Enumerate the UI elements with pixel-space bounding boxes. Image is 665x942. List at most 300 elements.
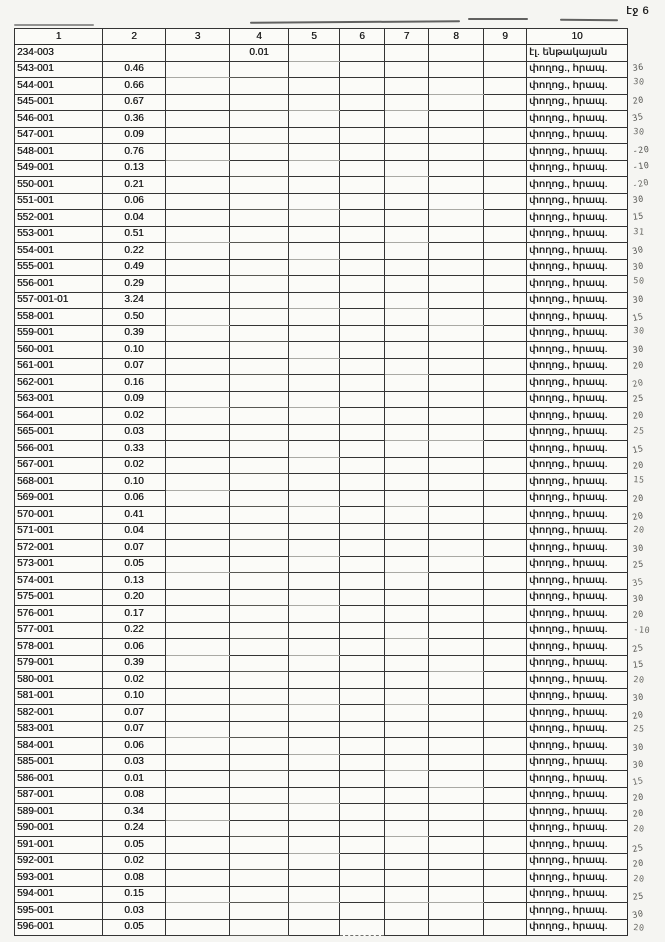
margin-mark: -10	[632, 624, 651, 636]
parcel-code-cell: 572-001	[15, 540, 103, 557]
land-use-cell: փողոց., հրապ.	[527, 622, 628, 639]
col8-cell	[429, 45, 484, 62]
col8-cell	[429, 870, 484, 887]
col3-cell	[166, 193, 230, 210]
land-use-cell: փողոց., հրապ.	[527, 276, 628, 293]
col5-cell	[289, 78, 340, 95]
col3-cell	[166, 688, 230, 705]
land-use-cell: փողոց., հրապ.	[527, 309, 628, 326]
col7-cell	[385, 754, 429, 771]
col3-cell	[166, 853, 230, 870]
area-col4-cell	[230, 408, 289, 425]
area-col4-cell	[230, 78, 289, 95]
area-col4-cell	[230, 672, 289, 689]
col5-cell	[289, 325, 340, 342]
col9-cell	[484, 705, 527, 722]
area-col4-cell	[230, 342, 289, 359]
table-row	[15, 738, 628, 755]
col6-cell	[340, 375, 385, 392]
margin-mark: 25	[631, 643, 645, 656]
col5-cell	[289, 45, 340, 62]
col5-cell	[289, 408, 340, 425]
col9-cell	[484, 210, 527, 227]
table-row	[15, 111, 628, 128]
col5-cell	[289, 342, 340, 359]
col6-cell	[340, 457, 385, 474]
col9-cell	[484, 292, 527, 309]
land-use-cell: փողոց., հրապ.	[527, 589, 628, 606]
col6-cell	[340, 853, 385, 870]
margin-mark: 35	[631, 112, 645, 125]
land-use-cell: էլ. ենթակայան	[527, 45, 628, 62]
col8-cell	[429, 424, 484, 441]
table-row	[15, 655, 628, 672]
col7-cell	[385, 787, 429, 804]
col5-cell	[289, 226, 340, 243]
col7-cell	[385, 804, 429, 821]
col5-cell	[289, 540, 340, 557]
col9-cell	[484, 177, 527, 194]
area-col4-cell	[230, 441, 289, 458]
col6-cell	[340, 688, 385, 705]
table-row	[15, 507, 628, 524]
land-use-cell: փողոց., հրապ.	[527, 919, 628, 936]
col5-cell	[289, 771, 340, 788]
col6-cell	[340, 127, 385, 144]
parcel-code-cell: 593-001	[15, 870, 103, 887]
parcel-code-cell: 571-001	[15, 523, 103, 540]
margin-mark: 20	[632, 493, 645, 505]
col9-cell	[484, 259, 527, 276]
parcel-code-cell: 554-001	[15, 243, 103, 260]
col7-cell	[385, 738, 429, 755]
column-header: 2	[103, 29, 166, 45]
col8-cell	[429, 589, 484, 606]
col6-cell	[340, 490, 385, 507]
parcel-code-cell: 586-001	[15, 771, 103, 788]
col6-cell	[340, 589, 385, 606]
col6-cell	[340, 193, 385, 210]
land-use-cell: փողոց., հրապ.	[527, 705, 628, 722]
parcel-code-cell: 559-001	[15, 325, 103, 342]
land-use-cell: փողոց., հրապ.	[527, 342, 628, 359]
margin-mark: 30	[632, 77, 645, 88]
land-use-cell: փողոց., հրապ.	[527, 754, 628, 771]
col7-cell	[385, 243, 429, 260]
col3-cell	[166, 375, 230, 392]
area-col4-cell	[230, 556, 289, 573]
col9-cell	[484, 523, 527, 540]
col5-cell	[289, 474, 340, 491]
col5-cell	[289, 606, 340, 623]
col6-cell	[340, 424, 385, 441]
col5-cell	[289, 441, 340, 458]
margin-mark: 20	[632, 858, 645, 870]
margin-mark: 20	[631, 510, 645, 523]
column-header: 7	[385, 29, 429, 45]
col7-cell	[385, 358, 429, 375]
area-col2-cell: 0.76	[103, 144, 166, 161]
col9-cell	[484, 276, 527, 293]
area-col2-cell: 0.24	[103, 820, 166, 837]
col5-cell	[289, 919, 340, 936]
land-use-cell: փողոց., հրապ.	[527, 391, 628, 408]
area-col4-cell	[230, 226, 289, 243]
area-col4-cell	[230, 490, 289, 507]
col5-cell	[289, 787, 340, 804]
col7-cell	[385, 672, 429, 689]
table-row	[15, 589, 628, 606]
col9-cell	[484, 342, 527, 359]
col9-cell	[484, 886, 527, 903]
col3-cell	[166, 127, 230, 144]
col8-cell	[429, 787, 484, 804]
col7-cell	[385, 474, 429, 491]
margin-mark: 30	[631, 245, 645, 258]
col3-cell	[166, 820, 230, 837]
col7-cell	[385, 721, 429, 738]
parcel-code-cell: 550-001	[15, 177, 103, 194]
parcel-code-cell: 596-001	[15, 919, 103, 936]
col8-cell	[429, 804, 484, 821]
col9-cell	[484, 688, 527, 705]
parcel-code-cell: 595-001	[15, 903, 103, 920]
parcel-code-cell: 590-001	[15, 820, 103, 837]
area-col4-cell	[230, 688, 289, 705]
col9-cell	[484, 804, 527, 821]
table-row	[15, 292, 628, 309]
col7-cell	[385, 309, 429, 326]
col8-cell	[429, 144, 484, 161]
col5-cell	[289, 622, 340, 639]
margin-mark: 35	[631, 576, 645, 590]
col8-cell	[429, 919, 484, 936]
col7-cell	[385, 111, 429, 128]
col6-cell	[340, 259, 385, 276]
parcel-code-cell: 234-003	[15, 45, 103, 62]
col6-cell	[340, 523, 385, 540]
col7-cell	[385, 375, 429, 392]
col7-cell	[385, 292, 429, 309]
area-col4-cell	[230, 705, 289, 722]
area-col2-cell: 3.24	[103, 292, 166, 309]
table-row	[15, 606, 628, 623]
col5-cell	[289, 573, 340, 590]
col3-cell	[166, 292, 230, 309]
col9-cell	[484, 441, 527, 458]
table-row	[15, 45, 628, 62]
margin-mark: -20	[632, 144, 651, 157]
col9-cell	[484, 424, 527, 441]
col3-cell	[166, 540, 230, 557]
col6-cell	[340, 573, 385, 590]
area-col4-cell	[230, 870, 289, 887]
land-use-cell: փողոց., հրապ.	[527, 688, 628, 705]
table-row	[15, 441, 628, 458]
area-col4-cell	[230, 721, 289, 738]
col7-cell	[385, 622, 429, 639]
area-col4-cell	[230, 111, 289, 128]
col8-cell	[429, 259, 484, 276]
area-col4-cell	[230, 474, 289, 491]
col7-cell	[385, 490, 429, 507]
col8-cell	[429, 342, 484, 359]
col6-cell	[340, 540, 385, 557]
col3-cell	[166, 507, 230, 524]
col8-cell	[429, 358, 484, 375]
area-col2-cell: 0.08	[103, 870, 166, 887]
col7-cell	[385, 655, 429, 672]
area-col2-cell: 0.10	[103, 342, 166, 359]
col5-cell	[289, 210, 340, 227]
col7-cell	[385, 391, 429, 408]
area-col4-cell	[230, 771, 289, 788]
area-col4-cell	[230, 210, 289, 227]
area-col2-cell: 0.05	[103, 919, 166, 936]
col8-cell	[429, 78, 484, 95]
col5-cell	[289, 177, 340, 194]
land-use-cell: փողոց., հրապ.	[527, 771, 628, 788]
land-use-cell: փողոց., հրապ.	[527, 507, 628, 524]
col3-cell	[166, 474, 230, 491]
land-use-cell: փողոց., հրապ.	[527, 424, 628, 441]
col8-cell	[429, 243, 484, 260]
col9-cell	[484, 837, 527, 854]
area-col4-cell	[230, 144, 289, 161]
col6-cell	[340, 639, 385, 656]
col5-cell	[289, 127, 340, 144]
area-col4-cell	[230, 787, 289, 804]
col8-cell	[429, 705, 484, 722]
land-use-cell: փողոց., հրապ.	[527, 408, 628, 425]
col9-cell	[484, 919, 527, 936]
table-row	[15, 259, 628, 276]
col5-cell	[289, 754, 340, 771]
col5-cell	[289, 556, 340, 573]
col9-cell	[484, 226, 527, 243]
land-use-cell: փողոց., հրապ.	[527, 94, 628, 111]
column-header: 10	[527, 29, 628, 45]
parcel-code-cell: 543-001	[15, 61, 103, 78]
col3-cell	[166, 243, 230, 260]
area-col2-cell: 0.16	[103, 375, 166, 392]
land-use-cell: փողոց., հրապ.	[527, 804, 628, 821]
parcel-code-cell: 553-001	[15, 226, 103, 243]
area-col4-cell	[230, 589, 289, 606]
parcel-code-cell: 568-001	[15, 474, 103, 491]
col5-cell	[289, 309, 340, 326]
col7-cell	[385, 523, 429, 540]
margin-mark: 31	[632, 226, 645, 238]
col9-cell	[484, 771, 527, 788]
parcel-code-cell: 563-001	[15, 391, 103, 408]
col9-cell	[484, 408, 527, 425]
land-use-cell: փողոց., հրապ.	[527, 490, 628, 507]
area-col4-cell	[230, 243, 289, 260]
table-row	[15, 210, 628, 227]
col6-cell	[340, 45, 385, 62]
col8-cell	[429, 160, 484, 177]
col6-cell	[340, 886, 385, 903]
table-row	[15, 804, 628, 821]
col8-cell	[429, 837, 484, 854]
col3-cell	[166, 342, 230, 359]
col9-cell	[484, 490, 527, 507]
col3-cell	[166, 457, 230, 474]
col7-cell	[385, 441, 429, 458]
col7-cell	[385, 226, 429, 243]
col3-cell	[166, 391, 230, 408]
col8-cell	[429, 622, 484, 639]
area-col4-cell	[230, 375, 289, 392]
col6-cell	[340, 391, 385, 408]
land-use-cell: փողոց., հրապ.	[527, 474, 628, 491]
col3-cell	[166, 606, 230, 623]
land-use-cell: փողոց., հրապ.	[527, 573, 628, 590]
col9-cell	[484, 160, 527, 177]
col9-cell	[484, 193, 527, 210]
area-col4-cell	[230, 540, 289, 557]
col9-cell	[484, 738, 527, 755]
col3-cell	[166, 94, 230, 111]
area-col2-cell: 0.03	[103, 754, 166, 771]
land-use-cell: փողոց., հրապ.	[527, 556, 628, 573]
page-number-label: էջ 6	[626, 5, 649, 17]
parcel-code-cell: 594-001	[15, 886, 103, 903]
parcel-code-cell: 551-001	[15, 193, 103, 210]
col3-cell	[166, 358, 230, 375]
area-col4-cell	[230, 606, 289, 623]
col3-cell	[166, 672, 230, 689]
land-use-cell: փողոց., հրապ.	[527, 375, 628, 392]
col6-cell	[340, 144, 385, 161]
col7-cell	[385, 837, 429, 854]
area-col4-cell	[230, 738, 289, 755]
land-use-cell: փողոց., հրապ.	[527, 837, 628, 854]
table-row	[15, 754, 628, 771]
table-row	[15, 573, 628, 590]
col5-cell	[289, 903, 340, 920]
parcel-code-cell: 580-001	[15, 672, 103, 689]
table-row	[15, 870, 628, 887]
col6-cell	[340, 342, 385, 359]
col7-cell	[385, 45, 429, 62]
col6-cell	[340, 919, 385, 936]
col5-cell	[289, 886, 340, 903]
land-use-cell: փողոց., հրապ.	[527, 144, 628, 161]
col7-cell	[385, 408, 429, 425]
col9-cell	[484, 622, 527, 639]
area-col4-cell	[230, 573, 289, 590]
area-col2-cell	[103, 45, 166, 62]
col8-cell	[429, 474, 484, 491]
area-col4-cell	[230, 903, 289, 920]
col3-cell	[166, 903, 230, 920]
col5-cell	[289, 655, 340, 672]
parcel-code-cell: 558-001	[15, 309, 103, 326]
col9-cell	[484, 556, 527, 573]
margin-mark: 30	[632, 326, 645, 337]
col9-cell	[484, 787, 527, 804]
margin-mark: 20	[632, 923, 645, 935]
col6-cell	[340, 358, 385, 375]
col7-cell	[385, 870, 429, 887]
col3-cell	[166, 622, 230, 639]
scan-artifact	[14, 24, 94, 26]
col6-cell	[340, 309, 385, 326]
area-col2-cell: 0.33	[103, 441, 166, 458]
scan-artifact	[560, 19, 618, 22]
col8-cell	[429, 177, 484, 194]
col5-cell	[289, 193, 340, 210]
table-row	[15, 243, 628, 260]
area-col4-cell	[230, 61, 289, 78]
col9-cell	[484, 573, 527, 590]
col6-cell	[340, 606, 385, 623]
column-header: 8	[429, 29, 484, 45]
table-row	[15, 358, 628, 375]
area-col2-cell: 0.49	[103, 259, 166, 276]
col9-cell	[484, 870, 527, 887]
margin-mark: 30	[632, 194, 645, 207]
area-col4-cell	[230, 358, 289, 375]
col6-cell	[340, 705, 385, 722]
col6-cell	[340, 441, 385, 458]
land-use-cell: փողոց., հրապ.	[527, 886, 628, 903]
col6-cell	[340, 804, 385, 821]
col8-cell	[429, 853, 484, 870]
col8-cell	[429, 540, 484, 557]
land-use-cell: փողոց., հրապ.	[527, 127, 628, 144]
table-row	[15, 325, 628, 342]
col5-cell	[289, 375, 340, 392]
parcel-code-cell: 585-001	[15, 754, 103, 771]
land-use-cell: փողոց., հրապ.	[527, 738, 628, 755]
margin-mark: 30	[632, 294, 645, 306]
area-col4-cell	[230, 804, 289, 821]
col9-cell	[484, 375, 527, 392]
col5-cell	[289, 672, 340, 689]
col6-cell	[340, 672, 385, 689]
parcel-code-cell: 589-001	[15, 804, 103, 821]
margin-mark: 20	[632, 460, 645, 472]
margin-mark: 15	[632, 211, 645, 223]
table-row	[15, 424, 628, 441]
area-col2-cell: 0.09	[103, 127, 166, 144]
area-col2-cell: 0.10	[103, 688, 166, 705]
area-col2-cell: 0.07	[103, 705, 166, 722]
land-use-cell: փողոց., հրապ.	[527, 606, 628, 623]
col6-cell	[340, 61, 385, 78]
table-row	[15, 226, 628, 243]
parcel-code-cell: 547-001	[15, 127, 103, 144]
scan-artifact	[468, 18, 528, 20]
col8-cell	[429, 276, 484, 293]
parcel-code-cell: 570-001	[15, 507, 103, 524]
parcel-code-cell: 575-001	[15, 589, 103, 606]
area-col2-cell: 0.06	[103, 490, 166, 507]
table-row	[15, 78, 628, 95]
col9-cell	[484, 754, 527, 771]
area-col2-cell: 0.01	[103, 771, 166, 788]
table-row	[15, 556, 628, 573]
table-row	[15, 721, 628, 738]
col7-cell	[385, 424, 429, 441]
parcel-code-cell: 565-001	[15, 424, 103, 441]
table-row	[15, 177, 628, 194]
col5-cell	[289, 490, 340, 507]
area-col2-cell: 0.46	[103, 61, 166, 78]
